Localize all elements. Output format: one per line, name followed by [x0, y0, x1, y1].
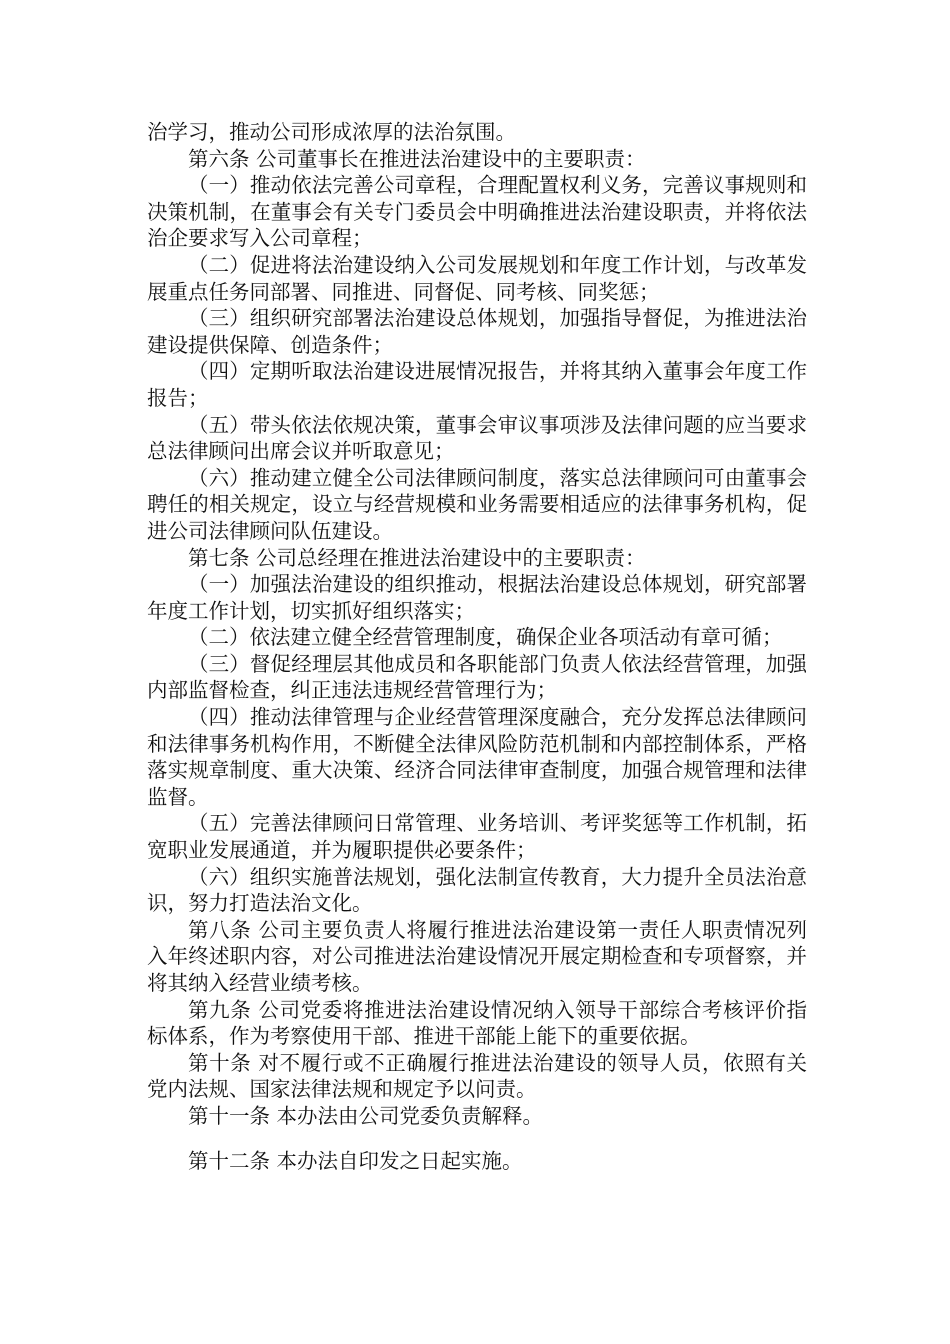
paragraph: （一）推动依法完善公司章程，合理配置权利义务，完善议事规则和决策机制，在董事会有关专门委员会中明确推进法治建设职责，并将依法治企要求写入公司章程；	[147, 173, 807, 251]
article-6-heading: 第六条 公司董事长在推进法治建设中的主要职责：	[188, 146, 646, 171]
document-body	[147, 119, 807, 1174]
paragraph: （三）组织研究部署法治建设总体规划，加强指导督促，为推进法治建设提供保障、创造条件；	[147, 306, 807, 357]
article-7-heading: 第七条 公司总经理在推进法治建设中的主要职责：	[188, 545, 646, 570]
article-9: 第九条 公司党委将推进法治建设情况纳入领导干部综合考核评价指标体系，作为考察使用干部、推进干部能上能下的重要依据。	[147, 997, 807, 1049]
paragraph: 治学习，推动公司形成浓厚的法治氛围。	[147, 120, 516, 144]
article-8: 第八条 公司主要负责人将履行推进法治建设第一责任人职责情况列入年终述职内容，对公司推进法治建设情况开展定期检查和专项督察，并将其纳入经营业绩考核。	[147, 917, 807, 995]
article-12: 第十二条 本办法自印发之日起实施。	[188, 1148, 523, 1173]
article-11: 第十一条 本办法由公司党委负责解释。	[188, 1103, 544, 1128]
paragraph: （四）定期听取法治建设进展情况报告，并将其纳入董事会年度工作报告；	[147, 359, 807, 410]
paragraph: （二）促进将法治建设纳入公司发展规划和年度工作计划，与改革发展重点任务同部署、同推进、同督促、同考核、同奖惩；	[147, 252, 807, 304]
paragraph: （五）完善法律顾问日常管理、业务培训、考评奖惩等工作机制，拓宽职业发展通道，并为履职提供必要条件；	[147, 811, 807, 863]
paragraph: （六）推动建立健全公司法律顾问制度，落实总法律顾问可由董事会聘任的相关规定，设立与经营规模和业务需要相适应的法律事务机构，促进公司法律顾问队伍建设。	[147, 465, 807, 543]
paragraph: （三）督促经理层其他成员和各职能部门负责人依法经营管理，加强内部监督检查，纠正违法违规经营管理行为；	[147, 651, 807, 703]
paragraph: （五）带头依法依规决策，董事会审议事项涉及法律问题的应当要求总法律顾问出席会议并听取意见；	[147, 412, 807, 464]
paragraph: （一）加强法治建设的组织推动，根据法治建设总体规划，研究部署年度工作计划，切实抓好组织落实；	[147, 572, 807, 623]
paragraph: （四）推动法律管理与企业经营管理深度融合，充分发挥总法律顾问和法律事务机构作用，不断健全法律风险防范机制和内部控制体系，严格落实规章制度、重大决策、经济合同法律审查制度，加强合规管理和法律监督。	[147, 705, 807, 809]
paragraph: （六）组织实施普法规划，强化法制宣传教育，大力提升全员法治意识，努力打造法治文化。	[147, 864, 807, 916]
paragraph: （二）依法建立健全经营管理制度，确保企业各项活动有章可循；	[188, 625, 783, 650]
article-10: 第十条 对不履行或不正确履行推进法治建设的领导人员，依照有关党内法规、国家法律法规和规定予以问责。	[147, 1050, 807, 1102]
